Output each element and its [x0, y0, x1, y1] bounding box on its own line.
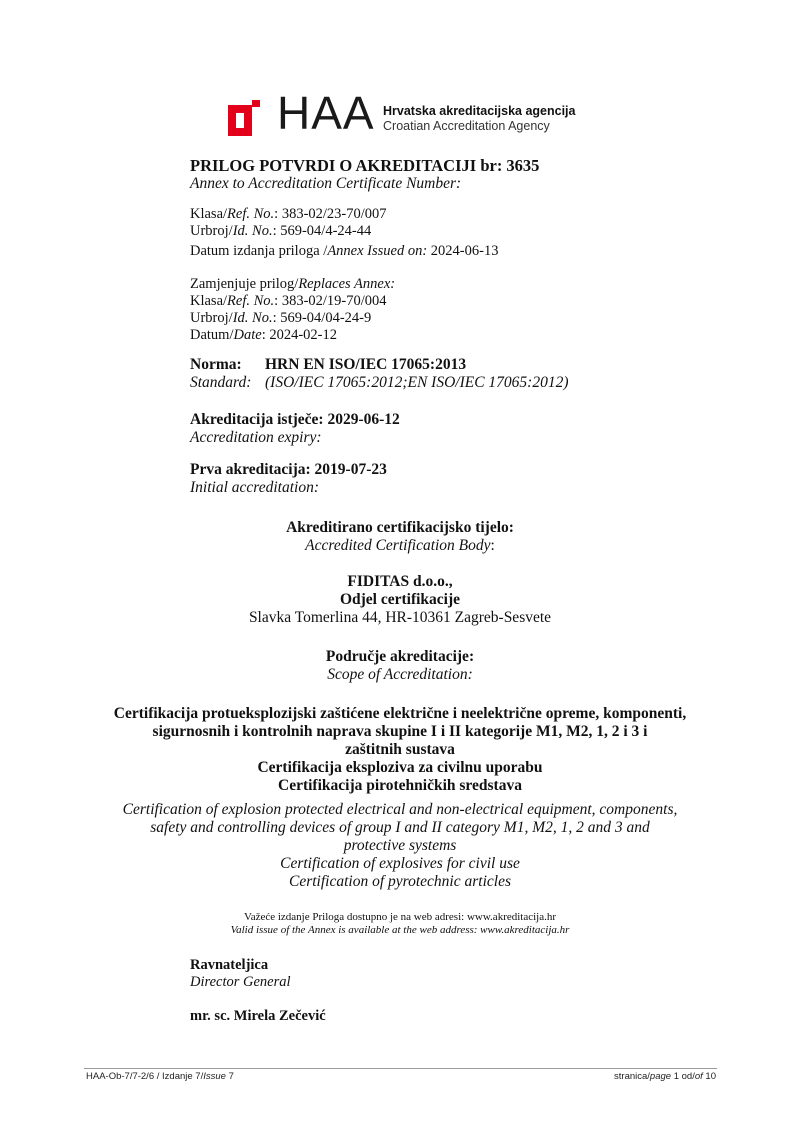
footer-of-en: of — [694, 1071, 703, 1082]
scope-line-en: safety and controlling devices of group I and II category M1, M2, 1, 2 and 3 and — [150, 819, 650, 836]
standard-value: (ISO/IEC 17065:2012;EN ISO/IEC 17065:2012) — [265, 374, 569, 391]
body-heading-en-colon: : — [490, 537, 495, 554]
replaces-label-hr: Zamjenjuje prilog/ — [190, 276, 299, 292]
replaces-date-value: : 2024-02-12 — [261, 327, 337, 343]
scope-line-hr: Certifikacija protueksplozijski zaštićene električne i neelektrične opreme, komponenti, — [113, 705, 687, 722]
footer-issue-num: 7 — [225, 1071, 234, 1082]
scope-heading-en: Scope of Accreditation: — [327, 666, 473, 683]
scope-line-en: Certification of explosion protected electrical and non-electrical equipment, components, — [122, 801, 678, 818]
date-label-hr: Datum/ — [190, 327, 234, 343]
body-heading-en-text: Accredited Certification Body — [305, 537, 491, 554]
urbroj-value: : 569-04/4-24-44 — [272, 223, 372, 239]
urbroj-row — [190, 223, 498, 240]
footer-page-current: 1 od/ — [671, 1071, 695, 1082]
ref-no-label: Ref. No. — [227, 206, 275, 222]
replaces-urbroj-row — [190, 310, 395, 327]
expiry-info — [190, 411, 400, 447]
current-annex-info — [190, 206, 498, 260]
norma-value: HRN EN ISO/IEC 17065:2013 — [265, 356, 467, 373]
issued-value: 2024-06-13 — [427, 243, 499, 259]
web-notice-hr: Važeće izdanje Priloga dostupno je na web adresi: www.akreditacija.hr — [243, 911, 557, 923]
replaces-label-en: Replaces Annex: — [298, 276, 396, 292]
agency-name-en: Croatian Accreditation Agency — [383, 119, 550, 133]
scope-line-en: protective systems — [343, 837, 457, 854]
initial-accreditation-info — [190, 461, 387, 497]
replaces-klasa-row — [190, 293, 395, 310]
accredited-body-heading — [80, 519, 720, 555]
footer-page-number — [614, 1071, 716, 1082]
signatory-name: mr. sc. Mirela Zečević — [190, 1008, 326, 1024]
urbroj-label: Urbroj/ — [190, 223, 233, 239]
urbroj-label: Urbroj/ — [190, 310, 233, 326]
klasa-label: Klasa/ — [190, 293, 228, 309]
klasa-row — [190, 206, 498, 223]
footer-page-label-hr: stranica/ — [614, 1071, 650, 1082]
scope-line-en: Certification of explosives for civil use — [280, 855, 520, 872]
footer-page-label-en: page — [649, 1071, 672, 1082]
scope-line-hr: Certifikacija pirotehničkih sredstava — [278, 777, 522, 794]
initial-accreditation-date: Prva akreditacija: 2019-07-23 — [190, 461, 387, 478]
scope-heading — [80, 648, 720, 684]
ref-no-label: Ref. No. — [227, 293, 275, 309]
document-title — [190, 157, 539, 193]
scope-heading-hr: Područje akreditacije: — [325, 648, 475, 665]
footer-issue-en: Issue — [203, 1071, 226, 1082]
date-label-en: Date — [233, 327, 262, 343]
body-heading-en — [80, 537, 720, 555]
title-hr: PRILOG POTVRDI O AKREDITACIJI br: 3635 — [190, 156, 540, 175]
footer-document-code — [86, 1071, 234, 1082]
standard-label: Standard: — [190, 374, 252, 391]
replaces-urbroj-value: : 569-04/04-24-9 — [272, 310, 372, 326]
expiry-date: Akreditacija istječe: 2029-06-12 — [190, 411, 400, 428]
title-en: Annex to Accreditation Certificate Number: — [190, 175, 462, 192]
scope-line-en: Certification of pyrotechnic articles — [289, 873, 511, 890]
accredited-body-details — [80, 573, 720, 627]
body-name: FIDITAS d.o.o., — [347, 573, 453, 590]
footer-page-total: 10 — [702, 1071, 716, 1082]
body-heading-hr: Akreditirano certifikacijsko tijelo: — [286, 519, 514, 536]
web-notice-en: Valid issue of the Annex is available at the web address: www.akreditacija.hr — [230, 924, 570, 936]
norma-label: Norma: — [190, 356, 242, 373]
web-notice — [80, 911, 720, 937]
footer-code: HAA-Ob-7/7-2/6 / Izdanje 7/ — [86, 1071, 204, 1082]
signature-block — [190, 957, 326, 1025]
scope-text-en — [60, 801, 740, 891]
id-no-label: Id. No. — [232, 223, 273, 239]
replaces-heading — [190, 276, 395, 293]
agency-name — [383, 104, 575, 134]
logo-wordmark: HAA — [277, 87, 375, 139]
body-address: Slavka Tomerlina 44, HR-10361 Zagreb-Sesvete — [248, 609, 552, 626]
standard-info — [190, 356, 569, 392]
issued-row — [190, 243, 498, 260]
scope-line-hr: zaštitnih sustava — [345, 741, 455, 758]
standard-hr-row — [190, 356, 569, 374]
initial-accreditation-label-en: Initial accreditation: — [190, 479, 319, 496]
expiry-label-en: Accreditation expiry: — [190, 429, 322, 446]
replaces-annex-info — [190, 276, 395, 344]
standard-en-row — [190, 374, 569, 392]
issued-label-en: Annex Issued on: — [327, 243, 428, 259]
scope-line-hr: sigurnosnih i kontrolnih naprava skupine I i II kategorije M1, M2, 1, 2 i 3 i — [152, 723, 648, 740]
scope-line-hr: Certifikacija eksploziva za civilnu uporabu — [257, 759, 543, 776]
replaces-klasa-value: : 383-02/19-70/004 — [274, 293, 387, 309]
body-department: Odjel certifikacije — [339, 591, 461, 608]
klasa-value: : 383-02/23-70/007 — [274, 206, 387, 222]
replaces-date-row — [190, 327, 395, 344]
haa-logo-icon — [228, 100, 258, 131]
scope-text-hr — [60, 705, 740, 795]
id-no-label: Id. No. — [232, 310, 273, 326]
issued-label-hr: Datum izdanja priloga / — [190, 243, 328, 259]
klasa-label: Klasa/ — [190, 206, 228, 222]
footer-divider — [84, 1068, 717, 1069]
signatory-title-en: Director General — [190, 974, 291, 990]
agency-name-hr: Hrvatska akreditacijska agencija — [383, 104, 576, 118]
signatory-title-hr: Ravnateljica — [190, 957, 269, 973]
